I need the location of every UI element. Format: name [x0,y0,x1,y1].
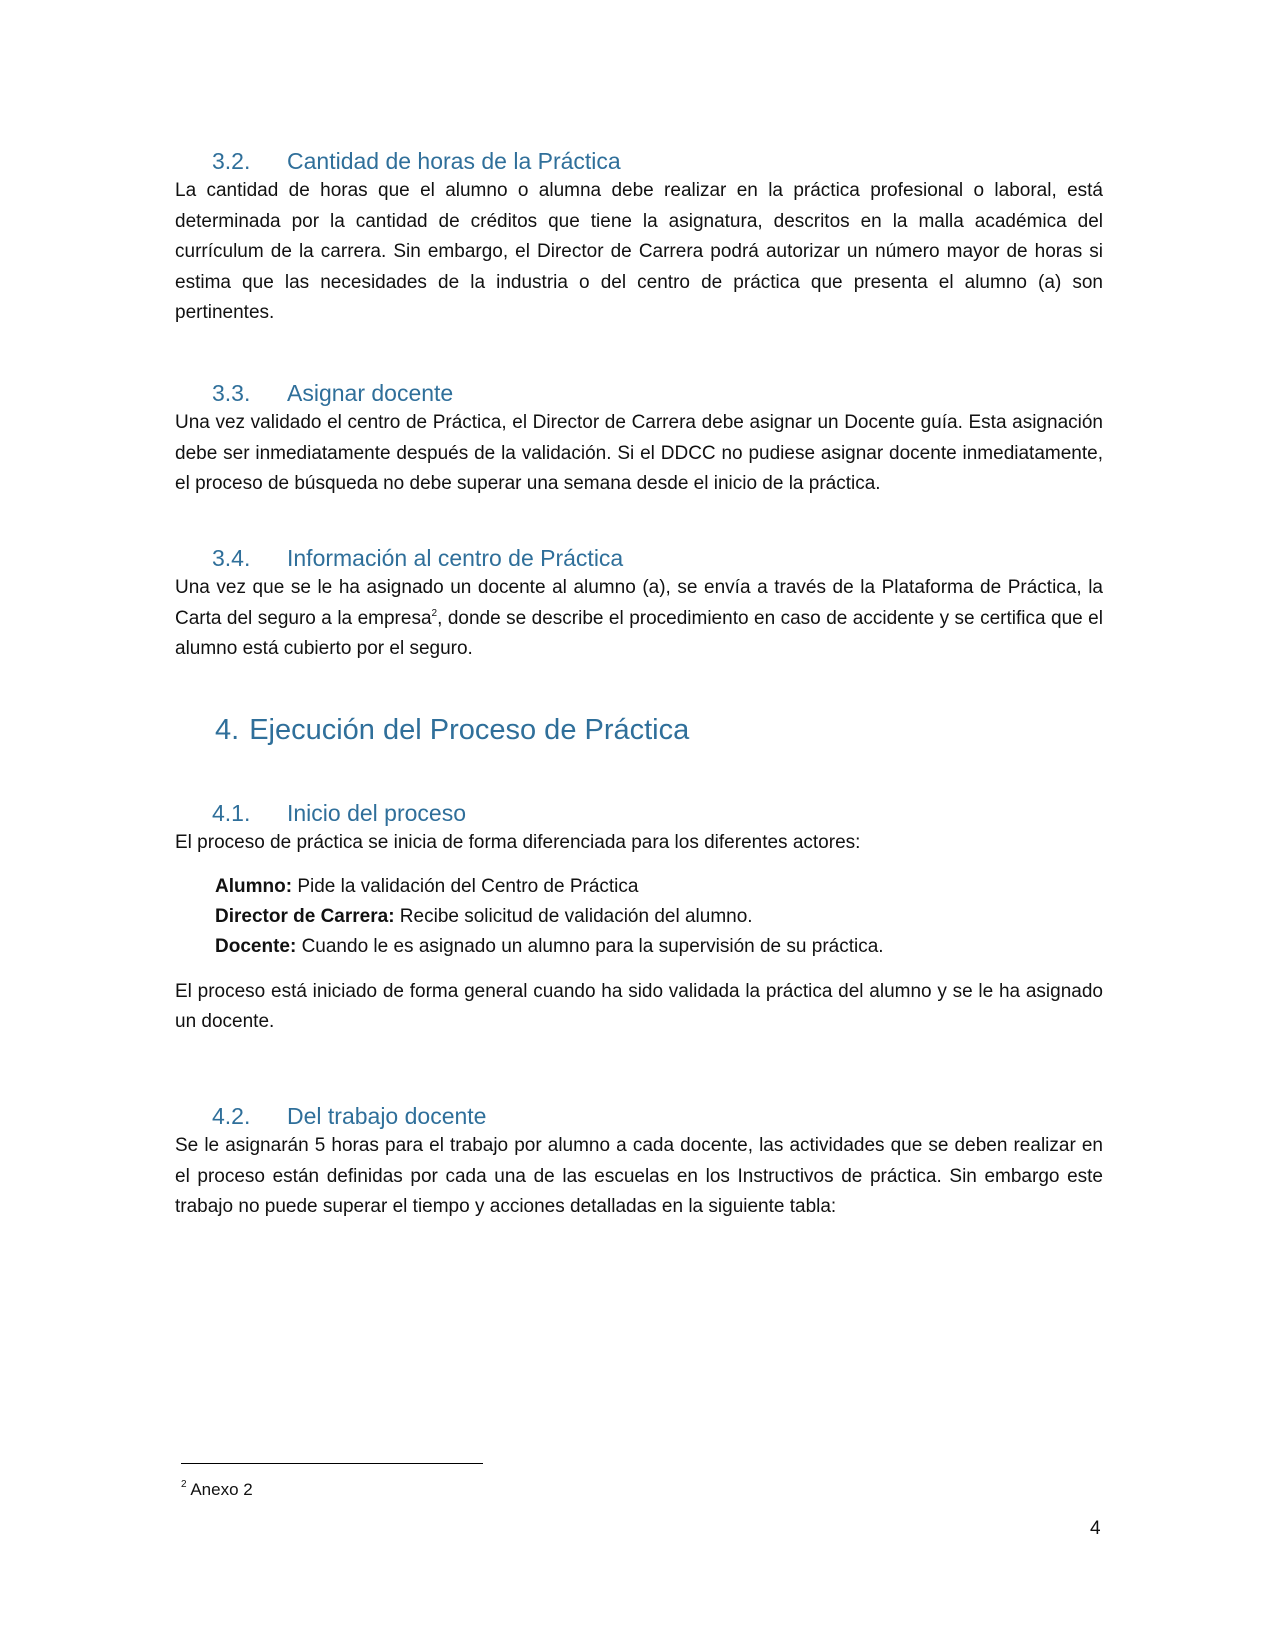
section-heading [175,378,1103,408]
section-heading [175,1101,1103,1131]
paragraph: La cantidad de horas que el alumno o alumna debe realizar en la práctica profesional o laboral, está determinada por la cantidad de créditos que tiene la asignatura, descritos en la malla académica del currículum de la carrera. Sin embargo, el Director de Carrera podrá autorizar un número mayor de horas si estima que las necesidades de la industria o del centro de práctica que presenta el alumno (a) son pertinentes. [175,180,1103,323]
actor-list [175,872,1103,962]
section-title: Cantidad de horas de la Práctica [287,148,621,174]
section-title: Del trabajo docente [287,1103,487,1129]
paragraph: Una vez validado el centro de Práctica, el Director de Carrera debe asignar un Docente guía. Esta asignación debe ser inmediatamente después de la validación. Si el DDCC no pudiese asignar docente inmediatamente, el proceso de búsqueda no debe superar una semana desde el inicio de la práctica. [175,412,1103,494]
section-4-1 [175,798,1103,1038]
section-number: 3.3. [212,380,251,406]
section-heading [175,798,1103,828]
footnote-text: Anexo 2 [186,1480,253,1499]
section-title: Asignar docente [287,380,454,406]
section-4-2 [175,1101,1103,1223]
chapter-4 [175,712,1103,748]
paragraph-text: , donde se describe el procedimiento en caso de accidente y se certifica que el alumno está cubierto por el seguro. [175,607,1103,659]
actor-role: Alumno: [215,875,293,897]
section-number: 4.1. [212,800,251,826]
list-item [215,902,1103,932]
footnote-separator [181,1463,483,1464]
paragraph: Se le asignarán 5 horas para el trabajo por alumno a cada docente, las actividades que se deben realizar en el proceso están definidas por cada una de las escuelas en los Instructivos de práctica. Sin embargo este trabajo no puede superar el tiempo y acciones detalladas en la siguiente tabla: [175,1135,1103,1217]
section-number: 3.4. [212,545,251,571]
footnote-reference[interactable]: 2 [431,607,438,619]
section-number: 3.2. [212,148,251,174]
section-title: Información al centro de Práctica [287,545,624,571]
paragraph: El proceso de práctica se inicia de forma diferenciada para los diferentes actores: [175,832,861,853]
section-title: Inicio del proceso [287,800,466,826]
footnote-marker: 2 [181,1479,187,1490]
page-number: 4 [1090,1518,1101,1539]
actor-description: Cuando le es asignado un alumno para la supervisión de su práctica. [296,935,884,957]
actor-role: Docente: [215,935,297,957]
chapter-heading [175,712,1103,748]
chapter-number: 4. [215,714,240,746]
actor-description: Pide la validación del Centro de Práctica [292,875,639,897]
section-heading [175,146,1103,176]
actor-description: Recibe solicitud de validación del alumno. [394,905,753,927]
section-3-4 [175,543,1103,665]
footnote [181,1478,253,1502]
paragraph-text: Una vez que se le ha asignado un docente al alumno (a), se envía a través de la Plataforma de Práctica, la Carta del seguro a la empresa [175,577,1103,629]
section-number: 4.2. [212,1103,251,1129]
paragraph: El proceso está iniciado de forma general cuando ha sido validada la práctica del alumno y se le ha asignado un docente. [175,980,1103,1032]
list-item [215,932,1103,962]
actor-role: Director de Carrera: [215,905,395,927]
list-item [215,872,1103,902]
paragraph [175,573,1103,665]
section-3-2 [175,146,1103,329]
section-3-3 [175,378,1103,500]
section-heading [175,543,1103,573]
chapter-title: Ejecución del Proceso de Práctica [249,714,690,746]
